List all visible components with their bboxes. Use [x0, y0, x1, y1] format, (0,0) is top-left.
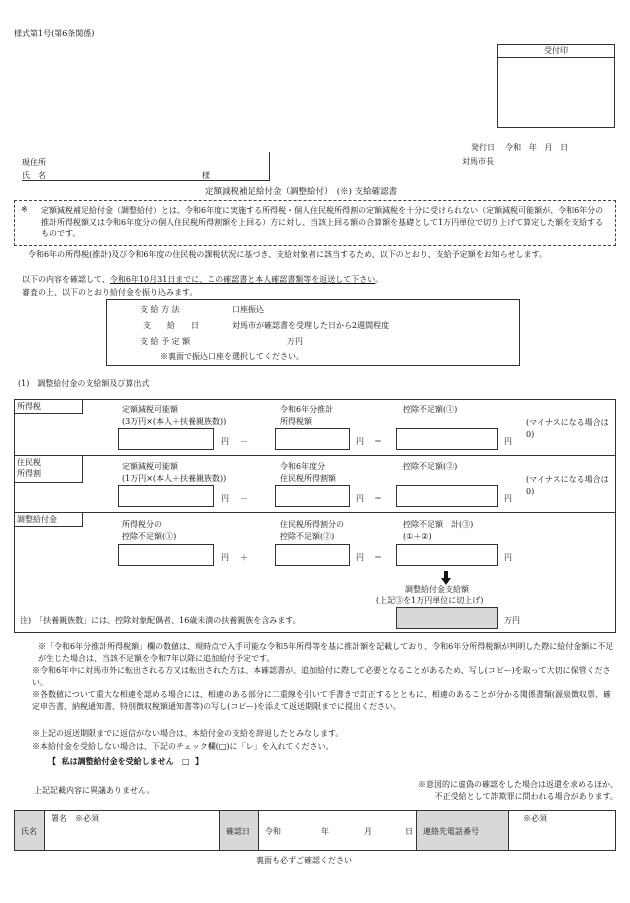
- shortfall-1-field[interactable]: [396, 428, 498, 450]
- payment-amount-unit: 万円: [287, 337, 303, 346]
- income-tax-label: 所得税: [15, 400, 83, 414]
- signature-label: 署名: [51, 814, 67, 823]
- adjustment-payment-field[interactable]: [396, 607, 498, 629]
- deduction-capacity-resident-field[interactable]: [118, 485, 214, 507]
- payment-box: [106, 299, 520, 366]
- date-era: 令和: [265, 827, 281, 836]
- yen-unit: 円: [504, 494, 512, 503]
- adjustment-label: 調整給付金: [15, 513, 83, 527]
- divider-2: [14, 512, 616, 513]
- payment-date-value: 対馬市が確認書を受理した日から2週間程度: [232, 321, 390, 330]
- payment-unit: 万円: [504, 616, 520, 625]
- note-3: ※各数値について重大な相違を認める場合には、相違のある部分に二重線を引いて手書きで訂正するとともに、相違のあることが分かる関係書類(源泉徴収票、確定申告書、納税通知書、特別徴収税額通知書等)の写し(コピー)を添えて返送期限までに提出ください。: [32, 690, 611, 711]
- intro-2: 以下の内容を確認して、令和6年10月31日までに、この確認書と本人確認書類等を返送して下さい。: [22, 275, 384, 284]
- resident-income-levy-field[interactable]: [275, 485, 350, 507]
- resident-tax-col3: 控除不足額(②): [403, 462, 458, 471]
- note-1: ※「令和6年分推計所得税額」欄の数値は、現時点で入手可能な令和5年所得等を基に推計額を記載しており、令和6年分所得税額が判明した際に給付金額に不足が生じた場合は、当該不足額を令和7年以降に追加給付予定です。: [38, 642, 614, 663]
- page-title: 定額減税補足給付金（調整給付） (※) 支給確認書: [205, 187, 398, 197]
- deduction-capacity-income-field[interactable]: [118, 428, 214, 450]
- dependents-note: 注) 「扶養親族数」には、控除対象配偶者、16歳未満の扶養親族を含みます。: [20, 616, 301, 625]
- equals-sign: ＝: [374, 437, 382, 446]
- payment-note: ※裏面で振込口座を選択してください。: [160, 352, 304, 361]
- income-tax-note: (マイナスになる場合は0): [526, 418, 609, 439]
- current-address-label: 現住所: [22, 158, 46, 167]
- date-day: 日: [405, 827, 413, 836]
- payment-date-label: 支 給 日: [143, 321, 199, 330]
- minus-sign: －: [240, 437, 248, 446]
- confirm-date-cell[interactable]: [259, 811, 417, 850]
- income-tax-col2: 令和6年分推計 所得税額: [280, 405, 334, 426]
- divider-1: [14, 455, 616, 456]
- address-underline: [22, 180, 270, 181]
- signature-required: ※必須: [75, 814, 99, 823]
- back-note: 裏面も必ずご確認ください: [256, 856, 352, 865]
- honorific: 様: [202, 171, 210, 180]
- yen-unit: 円: [221, 494, 229, 503]
- resident-tax-label: 住民税 所得割: [15, 456, 83, 483]
- address-divider: [269, 152, 270, 181]
- yen-unit: 円: [504, 437, 512, 446]
- estimated-income-tax-field[interactable]: [275, 428, 350, 450]
- shortfall-2-field[interactable]: [396, 485, 498, 507]
- resident-tax-col2: 令和6年度分 住民税所得割額: [280, 462, 336, 483]
- resident-tax-col1: 定額減税可能額 (1万円×(本人＋扶養親族数)): [122, 462, 227, 483]
- agreement-text: 上記記載内容に異議ありません。: [34, 786, 155, 795]
- yen-unit: 円: [356, 494, 364, 503]
- signature-cell[interactable]: [45, 811, 220, 850]
- payment-method-value: 口座振込: [232, 305, 264, 314]
- adjustment-col2: 住民税所得割分の 控除不足額(②): [280, 520, 344, 541]
- decline-checkbox[interactable]: □: [181, 756, 190, 766]
- section-1-title: (1) 調整給付金の支給額及び算出式: [18, 379, 150, 388]
- warning-text: ※意図的に虚偽の確認をした場合は返還を求めるほか、 不正受給として詐欺罪に問われる場合があります。: [418, 780, 618, 801]
- equals-sign: ＝: [374, 494, 382, 503]
- yen-unit: 円: [356, 553, 364, 562]
- income-tax-col3: 控除不足額(①): [403, 405, 458, 414]
- plus-sign: ＋: [240, 553, 248, 562]
- yen-unit: 円: [221, 553, 229, 562]
- notice-text: 定額減税補足給付金（調整給付）とは、令和6年度に実施する所得税・個人住民税所得割の定額減税を十分に受けられない（定額減税可能額が、令和6年分の推計所得税額又は令和6年度分の個人住民税所得割額を上回る）方に対し、当該上回る額の合算額を基礎として1万円単位で切り上げて算定した額を支給するものです。: [41, 206, 604, 238]
- date-month: 月: [364, 827, 372, 836]
- shortfall-1-carry-field[interactable]: [118, 544, 214, 566]
- issue-date: 発行日 令和 年 月 日: [471, 143, 569, 152]
- income-tax-col1: 定額減税可能額 (3万円×(本人＋扶養親族数)): [122, 405, 227, 426]
- adjustment-payment-sub: (上記③を1万円単位に切上げ): [376, 596, 484, 605]
- phone-label-cell: [417, 811, 509, 850]
- name-label-text: 氏名: [21, 827, 37, 836]
- note-4: ※上記の返送期限までに返信がない場合は、本給付金の支給を辞退したとみなします。: [32, 729, 344, 738]
- name-label: 氏 名: [22, 171, 46, 180]
- confirm-date-label: 確認日: [226, 827, 250, 836]
- receipt-stamp-label: 受付印: [498, 45, 614, 58]
- phone-required: ※必須: [523, 814, 547, 823]
- adjustment-payment-label: 調整給付金支給額: [405, 585, 469, 594]
- payment-method-label: 支 給 方 法: [140, 305, 180, 314]
- decline-line: 【 私は調整給付金を受給しません □ 】: [48, 756, 204, 766]
- note-5: ※本給付金を受給しない場合は、下記のチェック欄(□)に「レ」を入れてください。: [32, 742, 334, 751]
- notice-box: [14, 200, 616, 246]
- date-year: 年: [321, 827, 329, 836]
- adjustment-col1: 所得税分の 控除不足額(①): [122, 520, 177, 541]
- phone-cell[interactable]: [509, 811, 615, 850]
- adjustment-col3: 控除不足額 計(③) (①＋②): [403, 520, 474, 541]
- note-2: ※令和6年中に対馬市外に転出される方又は転出された方は、本確認書が、追加給付に際して必要となることがあるため、写し(コピー)を取って大切に保管ください。: [32, 666, 611, 687]
- payment-amount-label: 支 給 予 定 額: [140, 337, 191, 346]
- receipt-stamp-box: [497, 44, 615, 128]
- yen-unit: 円: [504, 553, 512, 562]
- issuer: 対馬市長: [462, 157, 494, 166]
- signature-table: [14, 810, 616, 851]
- phone-label: 連絡先電話番号: [423, 827, 479, 836]
- intro-3: 審査の上、以下のとおり給付金を振り込みます。: [22, 288, 198, 297]
- form-number: 様式第1号(第6条関係): [14, 29, 95, 38]
- yen-unit: 円: [356, 437, 364, 446]
- intro-1: 令和6年の所得税(推計)及び令和6年度の住民税の課税状況に基づき、支給対象者に該当するため、以下のとおり、支給予定額をお知らせします。: [28, 250, 547, 259]
- shortfall-2-carry-field[interactable]: [275, 544, 350, 566]
- notice-mark: ※: [21, 205, 28, 214]
- name-cell-label: [15, 811, 45, 850]
- confirm-date-label-cell: [220, 811, 259, 850]
- equals-sign: ＝: [374, 553, 382, 562]
- minus-sign: －: [240, 494, 248, 503]
- yen-unit: 円: [221, 437, 229, 446]
- resident-tax-note: (マイナスになる場合は0): [526, 475, 609, 496]
- shortfall-total-field[interactable]: [396, 544, 498, 566]
- down-arrow-icon: [441, 571, 451, 585]
